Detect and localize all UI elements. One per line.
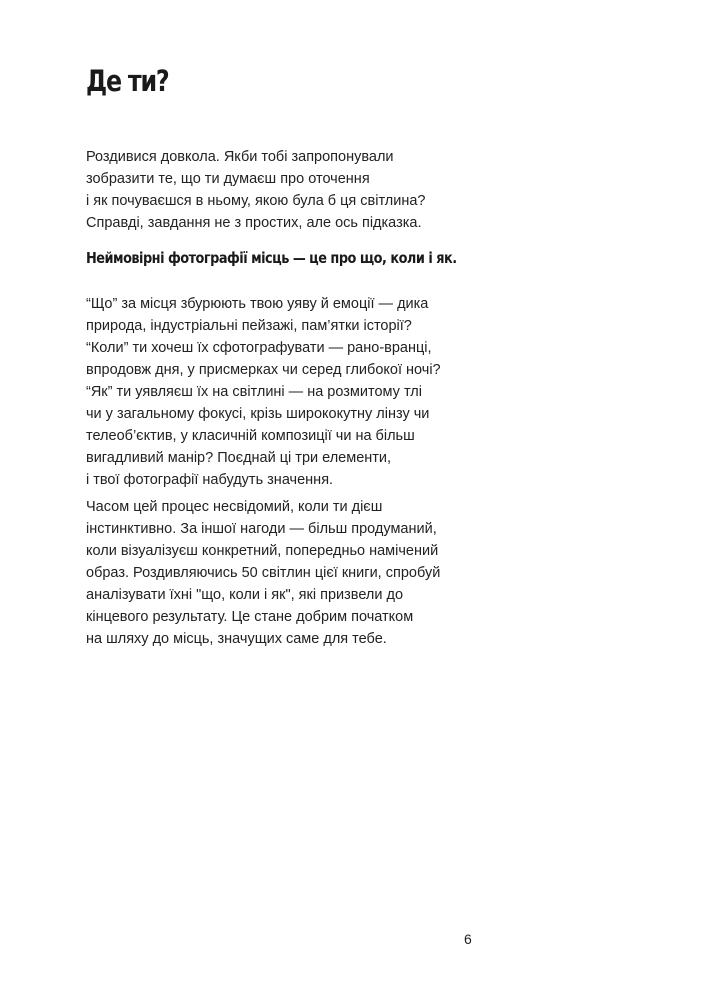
page-number: 6 [464,931,472,947]
text-line: кінцевого результату. Це стане добрим початком [86,609,414,625]
text-line: “Коли” ти хочеш їх сфотографувати — рано-вранці, [86,340,432,356]
section-subheading: Неймовірні фотографії місць — це про що, коли і як. [86,249,457,267]
intro-paragraph [86,146,426,234]
text-line: вигадливий манір? Поєднай ці три елементи, [86,450,392,466]
text-line: і твої фотографії набудуть значення. [86,472,334,488]
text-line: Роздивися довкола. Якби тобі запропонували [86,149,394,165]
text-line: чи у загальному фокусі, крізь ширококутну лінзу чи [86,406,430,422]
text-line: і як почуваєшся в ньому, якою була б ця світлина? [86,193,426,209]
text-line: зобразити те, що ти думаєш про оточення [86,171,370,187]
text-line: природа, індустріальні пейзажі, пам’ятки історії? [86,318,412,334]
page-title: Де ти? [86,64,169,98]
text-line: “Що” за місця збурюють твою уяву й емоції — дика [86,296,429,312]
text-line: Справді, завдання не з простих, але ось підказка. [86,215,422,231]
text-line: образ. Роздивляючись 50 світлин цієї книги, спробуй [86,565,441,581]
text-line: впродовж дня, у присмерках чи серед глибокої ночі? [86,362,441,378]
what-when-how-paragraph [86,293,441,491]
text-line: коли візуалізуєш конкретний, попередньо намічений [86,543,439,559]
text-line: інстинктивно. За іншої нагоди — більш продуманий, [86,521,437,537]
text-line: аналізувати їхні "що, коли і як", які призвели до [86,587,404,603]
process-paragraph [86,496,440,650]
text-line: телеоб’єктив, у класичній композиції чи на більш [86,428,415,444]
text-line: “Як” ти уявляєш їх на світлині — на розмитому тлі [86,384,422,400]
text-line: Часом цей процес несвідомий, коли ти дієш [86,499,383,515]
text-line: на шляху до місць, значущих саме для тебе. [86,631,387,647]
